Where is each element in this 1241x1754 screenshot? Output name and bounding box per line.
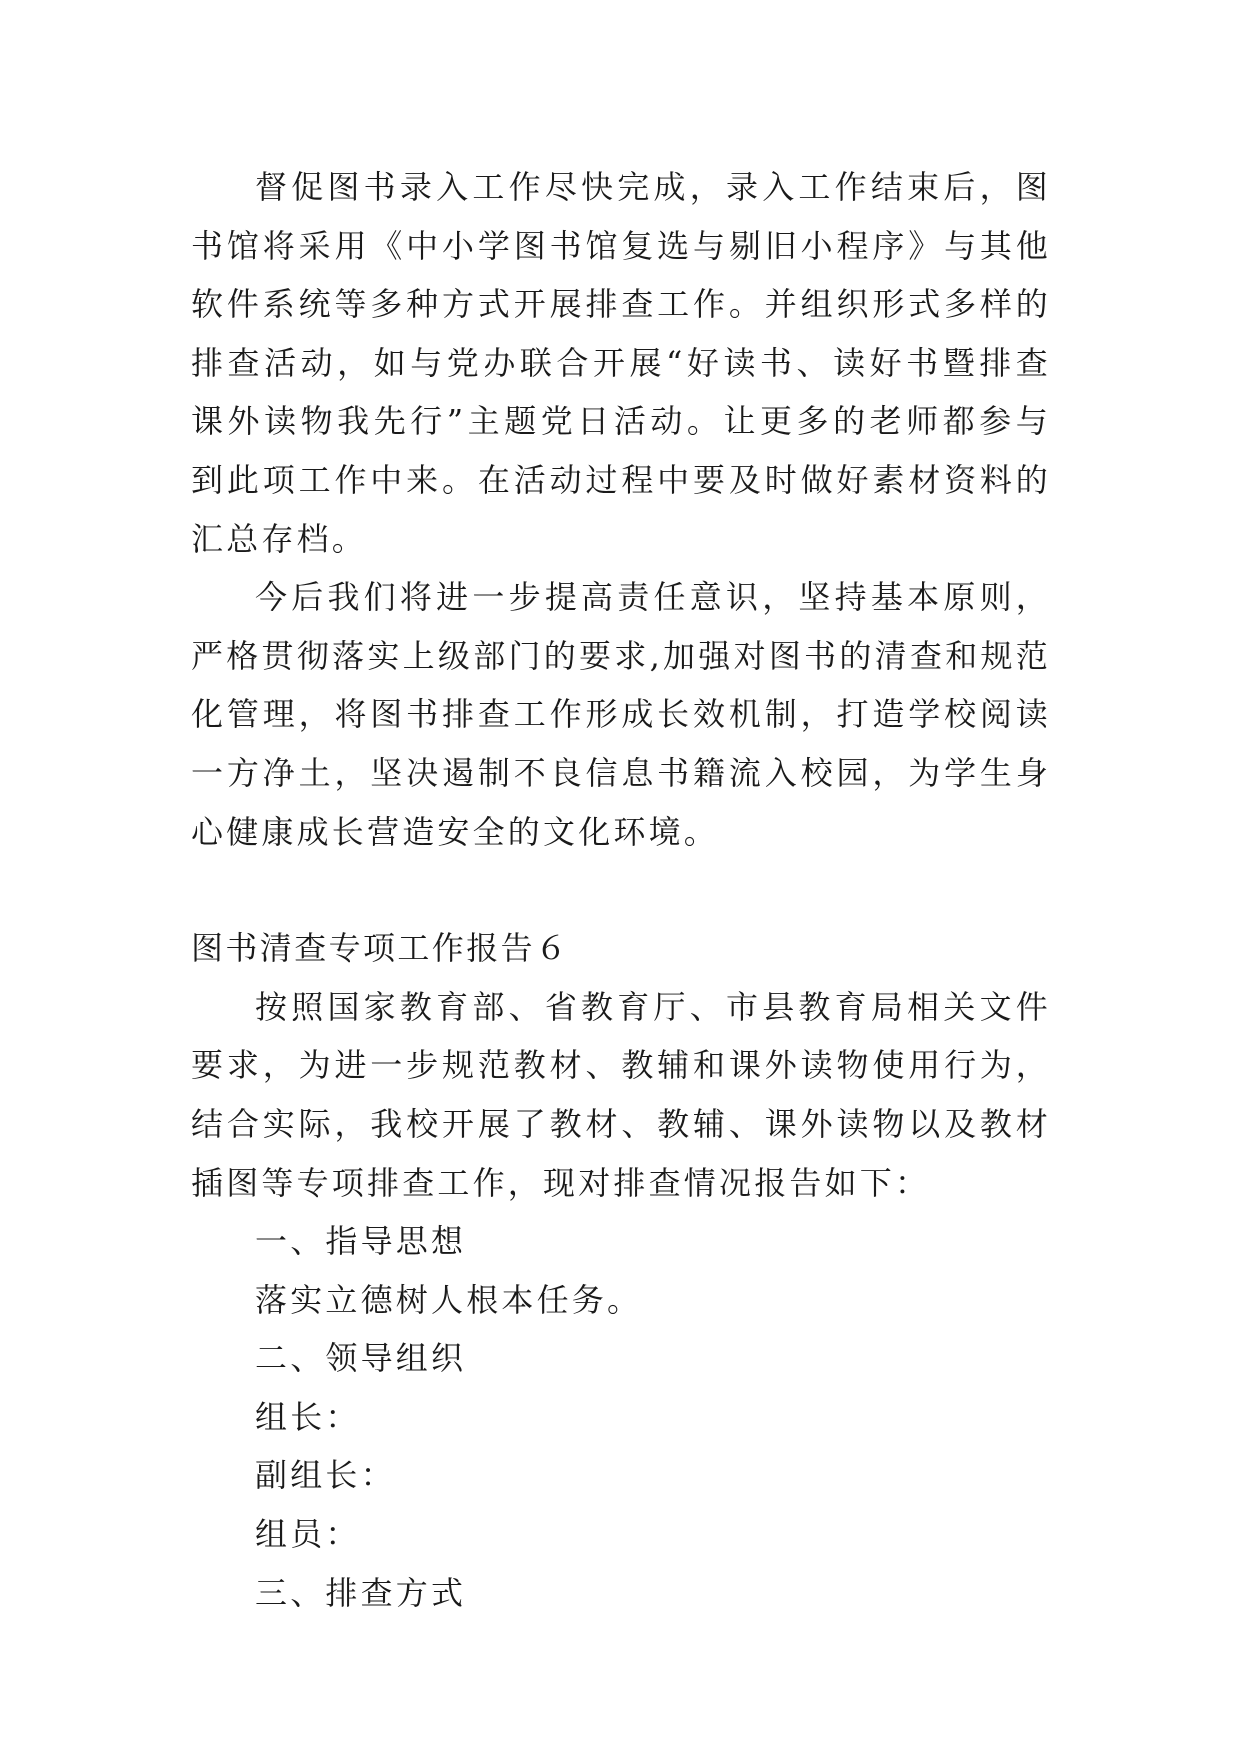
list-item-inspection-method: 三、排查方式	[255, 1573, 467, 1612]
list-item-leadership: 二、领导组织	[255, 1339, 467, 1378]
section-intro-paragraph: 按照国家教育部、省教育厅、市县教育局相关文件要求，为进一步规范教材、教辅和课外读物使用行为，结合实际，我校开展了教材、教辅、课外读物以及教材插图等专项排查工作，现对排查情况报告如下：	[191, 987, 1051, 1202]
list-item-deputy-leader: 副组长：	[255, 1456, 396, 1495]
list-item-core-task: 落实立德树人根本任务。	[255, 1280, 643, 1319]
list-item-members: 组员：	[255, 1515, 361, 1554]
paragraph-supervise-entry: 督促图书录入工作尽快完成，录入工作结束后，图书馆将采用《中小学图书馆复选与剔旧小程序》与其他软件系统等多种方式开展排查工作。并组织形式多样的排查活动，如与党办联合开展“好读书、读好书暨排查课外读物我先行”主题党日活动。让更多的老师都参与到此项工作中来。在活动过程中要及时做好素材资料的汇总存档。	[191, 168, 1051, 558]
document-body	[191, 158, 1051, 1622]
paragraph-future-plan: 今后我们将进一步提高责任意识，坚持基本原则，严格贯彻落实上级部门的要求,加强对图书的清查和规范化管理，将图书排查工作形成长效机制，打造学校阅读一方净土，坚决遏制不良信息书籍流入校园，为学生身心健康成长营造安全的文化环境。	[191, 578, 1051, 851]
section-title: 图书清查专项工作报告６	[191, 929, 570, 968]
list-item-guiding-thought: 一、指导思想	[255, 1222, 467, 1261]
list-item-leader: 组长：	[255, 1397, 361, 1436]
